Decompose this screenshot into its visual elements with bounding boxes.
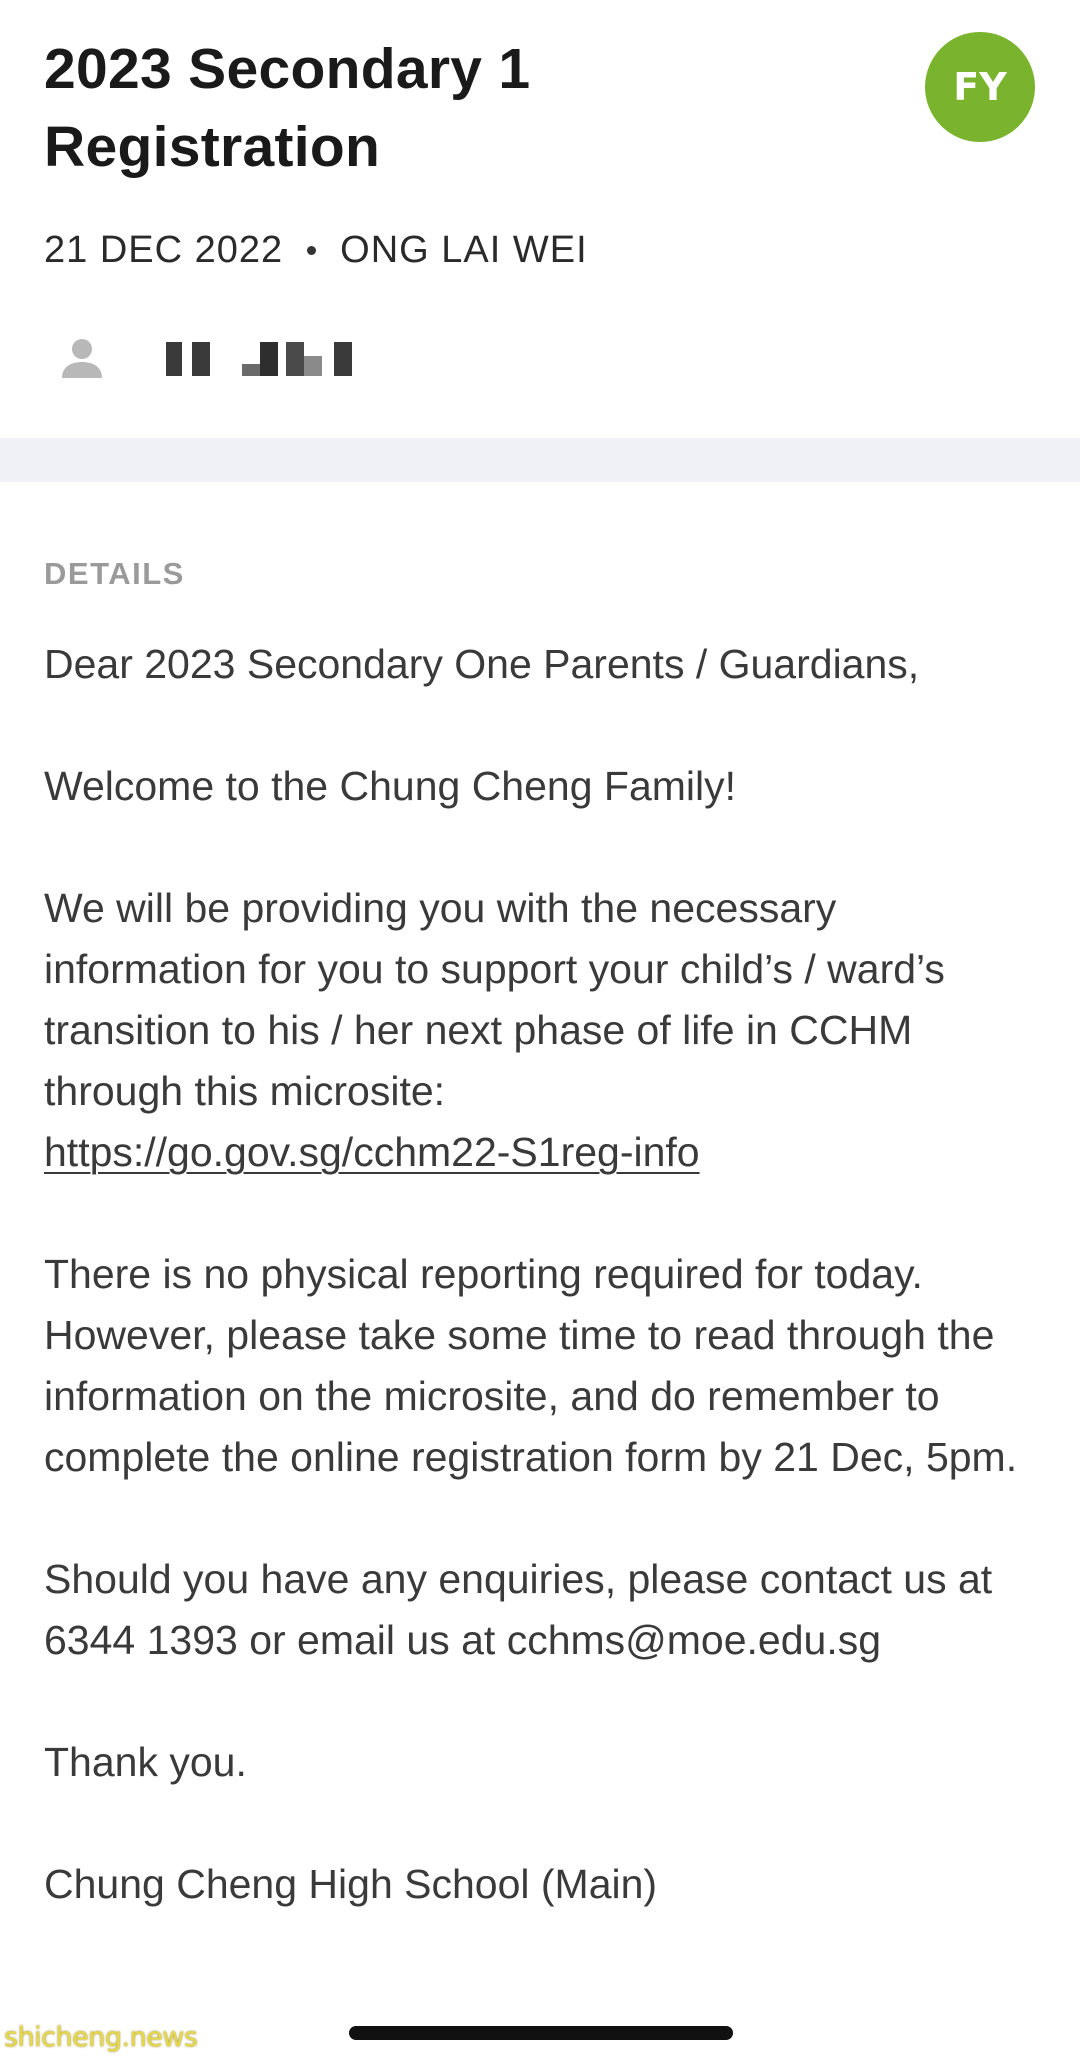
- person-icon: [60, 336, 104, 380]
- details-section: [0, 482, 1080, 1962]
- page-title: 2023 Secondary 1 Registration: [44, 37, 531, 179]
- recipient-row: [60, 328, 352, 388]
- signature-text: Chung Cheng High School (Main): [44, 1861, 658, 1907]
- avatar[interactable]: [925, 32, 1035, 142]
- info-text: We will be providing you with the necessary information for you to support your child’s / ward’s transition to his / her next phase of life in CCHM through this microsite:: [44, 885, 945, 1114]
- welcome-text: Welcome to the Chung Cheng Family!: [44, 763, 737, 809]
- watermark: shicheng.news: [4, 2022, 198, 2053]
- info-paragraph: [44, 878, 1044, 1183]
- section-divider: [0, 438, 1080, 482]
- post-date: 21 DEC 2022: [44, 228, 284, 271]
- avatar-initials: FY: [953, 65, 1007, 109]
- details-label: DETAILS: [44, 556, 185, 591]
- greeting-text: Dear 2023 Secondary One Parents / Guardians,: [44, 641, 920, 687]
- home-indicator[interactable]: [349, 2026, 733, 2040]
- reporting-paragraph: There is no physical reporting required for today. However, please take some time to read through the information on the microsite, and do remember to complete the online registration form by 21 Dec, 5pm.: [44, 1251, 1018, 1480]
- post-author: ONG LAI WEI: [340, 228, 588, 271]
- announcement-header: [0, 0, 1080, 438]
- thanks-text: Thank you.: [44, 1739, 247, 1785]
- enquiries-paragraph: Should you have any enquiries, please contact us at 6344 1393 or email us at cchms@moe.edu.sg: [44, 1556, 993, 1663]
- microsite-link[interactable]: https://go.gov.sg/cchm22-S1reg-info: [44, 1129, 700, 1175]
- post-meta: [44, 220, 588, 280]
- recipient-name-redacted: [166, 340, 352, 376]
- separator-dot: [307, 246, 316, 255]
- message-body: [44, 634, 1044, 1962]
